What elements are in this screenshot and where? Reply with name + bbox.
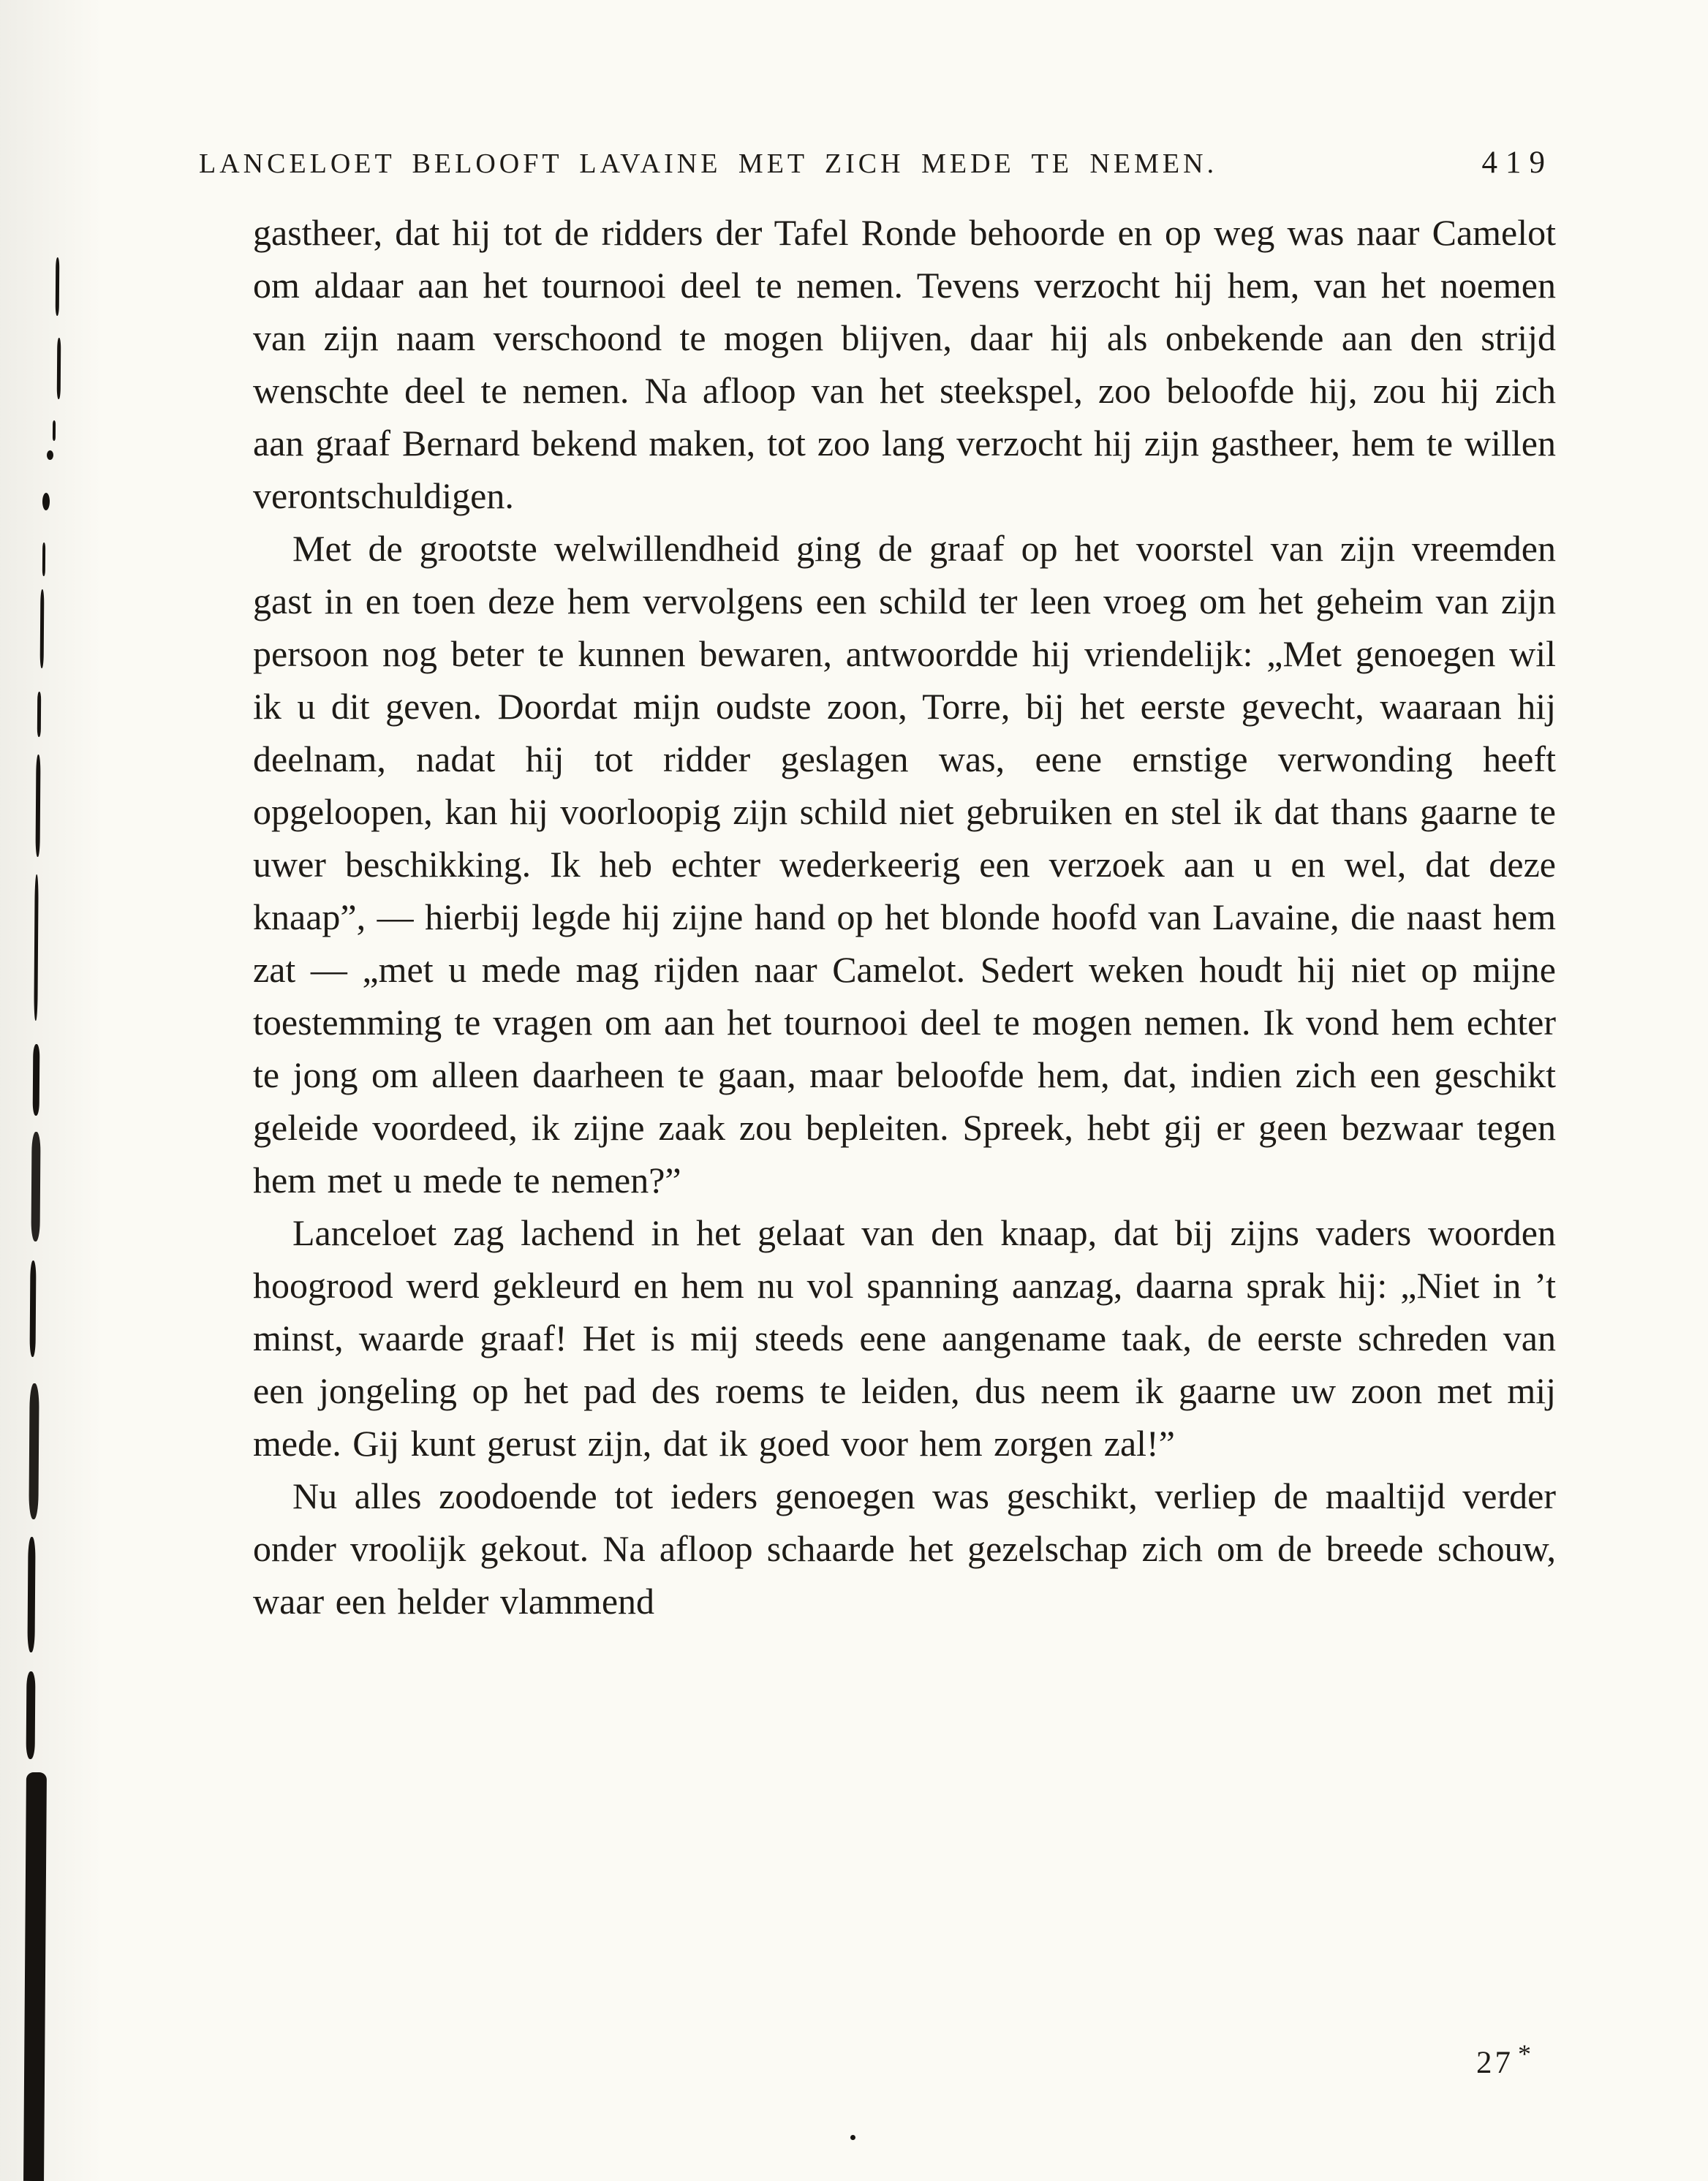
paragraph: Met de grootste welwillendheid ging de graaf op het voorstel van zijn vreemden gast in en toen deze hem vervolgens een schild ter leen vroeg om het geheim van zijn persoon nog beter te kunnen bewaren, antwoordde hij vriendelijk: „Met genoegen wil ik u dit geven. Doordat mijn oudste zoon, Torre, bij het eerste gevecht, waaraan hij deelnam, nadat hij tot ridder geslagen was, eene ernstige verwonding heeft opgeloopen, kan hij voorloopig zijn schild niet gebruiken en stel ik dat thans gaarne te uwer beschikking. Ik heb echter wederkeerig een verzoek aan u en wel, dat deze knaap”, — hierbij legde hij zijne hand op het blonde hoofd van Lavaine, die naast hem zat — „met u mede mag rijden naar Camelot. Sedert weken houdt hij niet op mijne toestemming te vragen om aan het tournooi deel te mogen nemen. Ik vond hem echter te jong om alleen daarheen te gaan, maar beloofde hem, dat, indien zich een geschikt geleide voordeed, ik zijne zaak zou bepleiten. Spreek, hebt gij er geen bezwaar tegen hem met u mede te nemen?” <box>253 528 1556 1201</box>
ink-smudge <box>33 1044 40 1116</box>
ink-smudge <box>42 493 50 510</box>
page-number: 419 <box>1481 145 1553 180</box>
signature-number: 27 <box>1476 2046 1514 2080</box>
running-head-title: LANCELOET BELOOFT LAVAINE MET ZICH MEDE TE NEMEN. <box>199 148 1218 179</box>
running-head <box>199 145 1553 181</box>
ink-smudge <box>34 874 38 1021</box>
signature-mark <box>1476 2038 1534 2081</box>
ink-smudge <box>57 338 61 399</box>
ink-smudge <box>47 450 53 460</box>
ink-smudge <box>42 543 45 576</box>
ink-smudge <box>27 1537 35 1652</box>
paragraph: Nu alles zoodoende tot ieders genoegen was geschikt, verliep de maaltijd verder onder vroolijk gekout. Na afloop schaarde het gezelschap zich om de breede schouw, waar een helder vlammend <box>253 1475 1556 1622</box>
paragraph: Lanceloet zag lachend in het gelaat van den knaap, dat bij zijns vaders woorden hoogrood werd gekleurd en hem nu vol spanning aanzag, daarna sprak hij: „Niet in ’t minst, waarde graaf! Het is mij steeds eene aangename taak, de eerste schreden van een jongeling op het pad des roems te leiden, dus neem ik gaarne uw zoon met mij mede. Gij kunt gerust zijn, dat ik goed voor hem zorgen zal!” <box>253 1212 1556 1464</box>
signature-asterisk: * <box>1518 2039 1534 2068</box>
ink-smudge <box>31 1132 40 1241</box>
ink-smudge <box>40 589 45 668</box>
paragraph: gastheer, dat hij tot de ridders der Tafel Ronde behoorde en op weg was naar Camelot om aldaar aan het tournooi deel te nemen. Tevens verzocht hij hem, van het noemen van zijn naam verschoond te mogen blijven, daar hij als onbekende aan den strijd wenschte deel te nemen. Na afloop van het steekspel, zoo beloofde hij, zou hij zich aan graaf Bernard bekend maken, tot zoo lang verzocht hij zijn gastheer, hem te willen verontschuldigen. <box>253 212 1556 516</box>
ink-smudge <box>23 1772 47 2181</box>
ink-speck <box>850 2135 855 2140</box>
page-body <box>253 206 1556 1628</box>
ink-smudge <box>29 1383 39 1519</box>
ink-smudge <box>26 1671 36 1759</box>
ink-smudge <box>53 420 56 441</box>
binding-gutter-shade <box>0 0 102 2181</box>
ink-smudge <box>30 1260 37 1357</box>
ink-smudge <box>56 257 60 316</box>
ink-smudge <box>37 692 41 737</box>
ink-smudge <box>36 755 41 857</box>
